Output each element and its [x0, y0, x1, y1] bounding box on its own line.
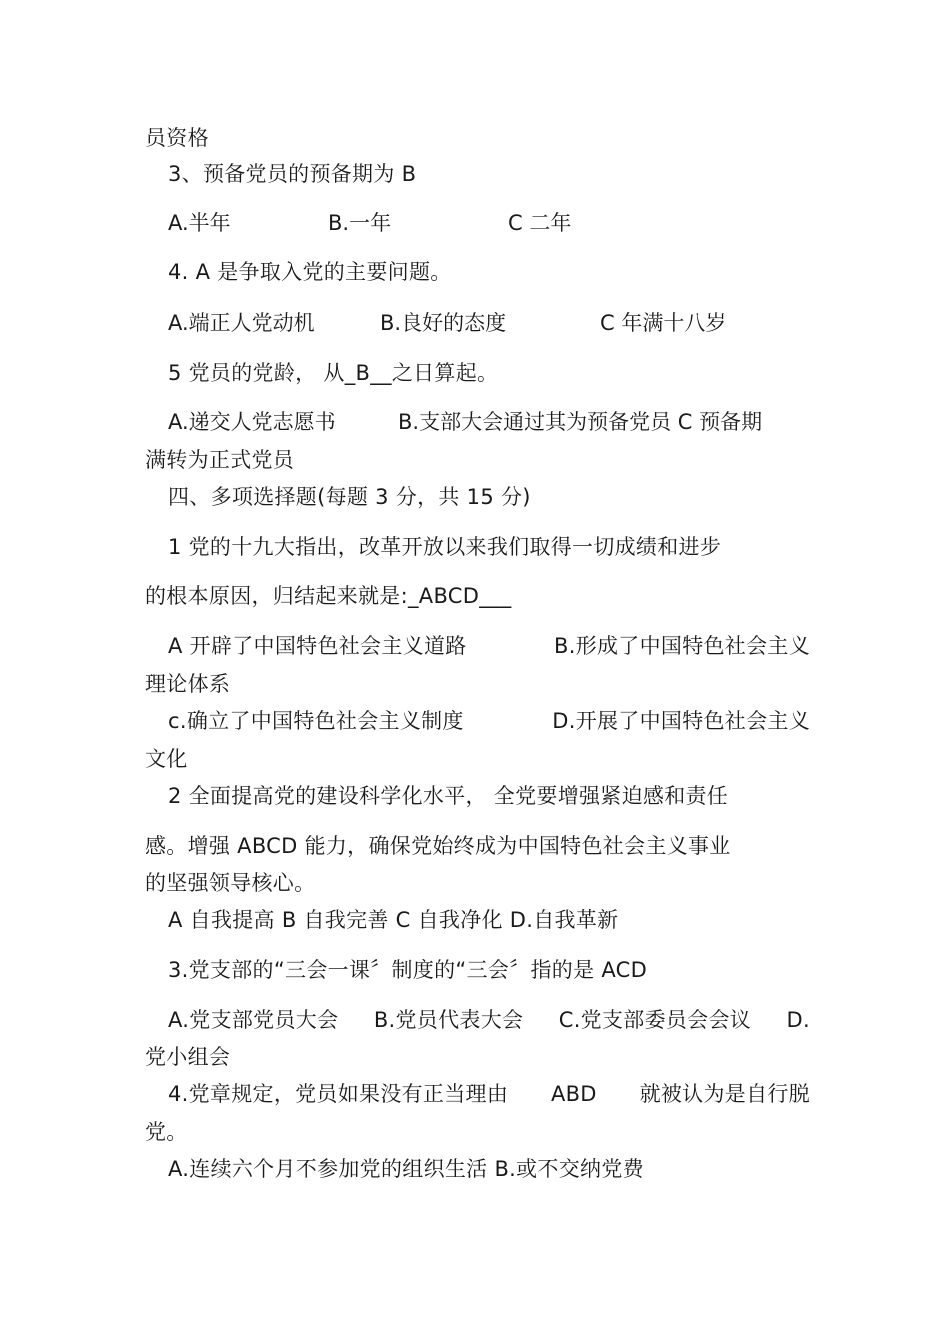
text-line: 党小组会: [145, 1045, 231, 1069]
option-d: D.开展了中国特色社会主义: [552, 709, 810, 733]
question-3: 3、预备党员的预备期为 B: [168, 162, 417, 186]
question-text: 4.党章规定，党员如果没有正当理由: [168, 1082, 509, 1106]
question-4: [168, 1080, 810, 1108]
option-b: B.党员代表大会: [373, 1008, 524, 1032]
option-b: B.一年: [328, 211, 392, 235]
options-row: A 自我提高 B 自我完善 C 自我净化 D.自我革新: [168, 908, 619, 932]
option-d: D.: [786, 1008, 810, 1032]
option-b: B.良好的态度: [380, 311, 507, 335]
options-row: [168, 632, 810, 660]
option-a: A.端正人党动机: [168, 311, 315, 335]
option-a: A 开辟了中国特色社会主义道路: [168, 634, 467, 658]
text-line: 党。: [145, 1120, 188, 1144]
text-line: 的根本原因，归结起来就是:_ABCD___: [145, 584, 512, 608]
option-c: C 年满十八岁: [600, 311, 727, 335]
question-4: 4. A 是争取入党的主要问题。: [168, 260, 452, 284]
option-c: C.党支部委员会会议: [558, 1008, 752, 1032]
options-row: [168, 707, 810, 735]
question-text: 就被认为是自行脱: [639, 1082, 810, 1106]
text-line: 理论体系: [145, 672, 231, 696]
options-row: [168, 1006, 810, 1034]
text-line: 的坚强领导核心。: [145, 871, 316, 895]
question-3: 3.党支部的“三会一课〞制度的“三会〞指的是 ACD: [168, 958, 648, 982]
text-line: 文化: [145, 747, 188, 771]
option-c: c.确立了中国特色社会主义制度: [168, 709, 464, 733]
options-row: A.连续六个月不参加党的组织生活 B.或不交纳党费: [168, 1157, 644, 1181]
option-a: A.党支部党员大会: [168, 1008, 339, 1032]
option-b-c: B.支部大会通过其为预备党员 C 预备期: [398, 410, 763, 434]
option-b: B.形成了中国特色社会主义: [554, 634, 810, 658]
option-c: C 二年: [508, 211, 572, 235]
option-a: A.半年: [168, 211, 231, 235]
question-1: 1 党的十九大指出，改革开放以来我们取得一切成绩和进步: [168, 535, 722, 559]
text-line: 员资格: [145, 126, 209, 150]
section-heading: 四、多项选择题(每题 3 分，共 15 分): [168, 485, 531, 509]
question-2: 2 全面提高党的建设科学化水平， 全党要增强紧迫感和责任: [168, 784, 729, 808]
answer: ABD: [550, 1082, 597, 1106]
text-line: 满转为正式党员: [145, 448, 295, 472]
option-a: A.递交人党志愿书: [168, 410, 336, 434]
question-5: 5 党员的党龄， 从_B__之日算起。: [168, 361, 499, 385]
text-line: 感。增强 ABCD 能力，确保党始终成为中国特色社会主义事业: [145, 834, 731, 858]
